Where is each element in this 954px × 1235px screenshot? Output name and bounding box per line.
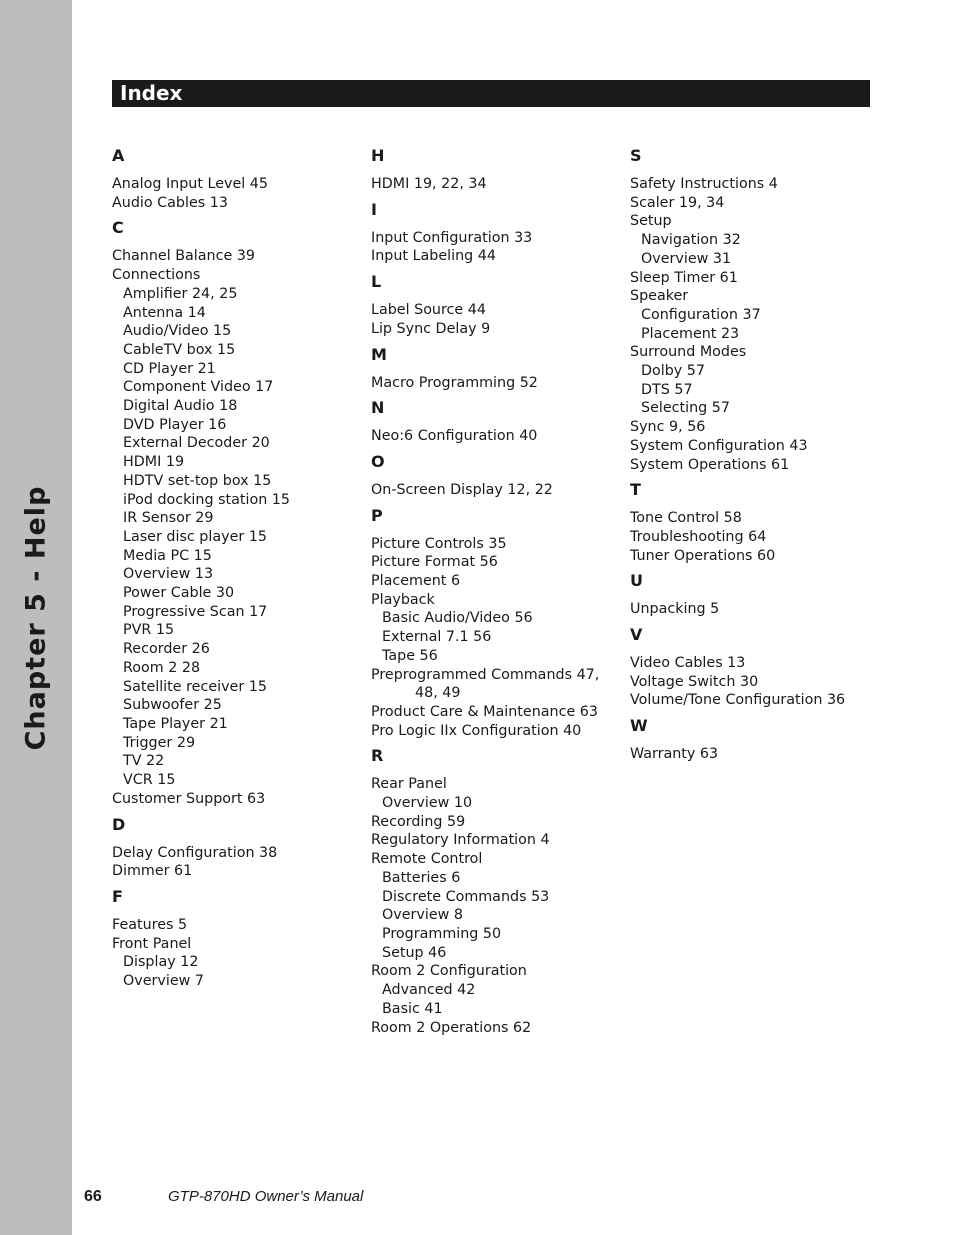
index-entry: Surround Modes [630, 344, 747, 361]
index-section [371, 145, 621, 194]
index-subentry: DTS 57 [641, 381, 693, 398]
index-section [371, 344, 621, 393]
index-entry: Sync 9, 56 [630, 419, 706, 436]
index-subentry: Setup 46 [382, 944, 447, 961]
index-subentry: Power Cable 30 [123, 585, 235, 602]
index-subentry: CableTV box 15 [123, 341, 236, 358]
index-entry: Safety Instructions 4 [630, 176, 778, 192]
section-letter: O [371, 451, 385, 471]
index-entry: Connections [112, 267, 201, 284]
index-section [112, 886, 362, 991]
index-entry: Label Source 44 [371, 302, 486, 319]
index-entry: System Configuration 43 [630, 437, 808, 454]
index-subentry: Navigation 32 [641, 232, 741, 249]
index-subentry: Audio/Video 15 [123, 323, 232, 340]
index-subentry: Programming 50 [382, 925, 502, 942]
index-entry: Troubleshooting 64 [630, 528, 767, 545]
index-entry: Product Care & Maintenance 63 [371, 703, 598, 720]
section-letter: D [112, 814, 126, 834]
index-entry: Picture Controls 35 [371, 535, 507, 552]
manual-title: GTP-870HD Owner’s Manual [168, 1188, 364, 1205]
index-entry: Picture Format 56 [371, 554, 498, 571]
index-subentry: Configuration 37 [641, 306, 761, 323]
index-subentry: Subwoofer 25 [123, 697, 222, 714]
index-entry: Neo:6 Configuration 40 [371, 428, 538, 445]
index-subentry: External 7.1 56 [382, 629, 492, 646]
index-entry: Regulatory Information 4 [371, 832, 550, 849]
index-section [630, 624, 880, 710]
index-entry: Pro Logic IIx Configuration 40 [371, 722, 582, 739]
index-subentry: Component Video 17 [123, 379, 274, 396]
index-entry: Front Panel [112, 935, 192, 952]
index-subentry: Tape 56 [382, 647, 438, 664]
index-subentry: HDTV set-top box 15 [123, 472, 272, 489]
index-entry: Placement 6 [371, 573, 461, 590]
index-column-1 [112, 143, 362, 991]
index-entry: Room 2 Configuration [371, 963, 527, 980]
index-entry: Volume/Tone Configuration 36 [630, 692, 846, 709]
index-subentry: Antenna 14 [123, 304, 206, 321]
index-entry: Scaler 19, 34 [630, 194, 725, 211]
page-title: Index [120, 81, 183, 105]
index-subentry: Selecting 57 [641, 400, 730, 417]
index-column-2 [371, 143, 621, 1037]
index-subentry: CD Player 21 [123, 360, 216, 377]
index-subentry: Display 12 [123, 954, 199, 971]
index-subentry: Placement 23 [641, 325, 740, 342]
index-subentry: PVR 15 [123, 622, 175, 639]
index-subentry: Basic Audio/Video 56 [382, 610, 533, 627]
index-entry: Unpacking 5 [630, 601, 720, 618]
index-subentry: Advanced 42 [382, 982, 476, 999]
page-number: 66 [84, 1188, 102, 1205]
index-entry: Analog Input Level 45 [112, 176, 268, 192]
index-section [371, 271, 621, 338]
index-section [630, 715, 880, 764]
index-column-3 [630, 143, 880, 764]
index-entry: Features 5 [112, 916, 188, 933]
section-letter: S [630, 146, 642, 165]
index-entry: Rear Panel [371, 776, 447, 793]
index-section [371, 397, 621, 446]
index-subentry: Overview 8 [382, 907, 463, 924]
index-subentry: iPod docking station 15 [123, 491, 291, 508]
index-section [112, 145, 362, 212]
section-letter: V [630, 625, 643, 645]
chapter-label: Chapter 5 - Help [20, 485, 52, 751]
index-entry: Macro Programming 52 [371, 374, 538, 391]
index-subentry: DVD Player 16 [123, 416, 227, 433]
index-entry: System Operations 61 [630, 456, 790, 473]
index-header-bar [112, 80, 870, 107]
section-letter: A [112, 146, 125, 165]
index-entry: Playback [371, 591, 435, 608]
index-subentry: Basic 41 [382, 1000, 443, 1017]
index-entry: Warranty 63 [630, 746, 719, 763]
index-entry: Audio Cables 13 [112, 194, 228, 211]
index-section [112, 217, 362, 808]
index-subentry: Digital Audio 18 [123, 398, 238, 415]
index-entry: Video Cables 13 [630, 655, 746, 672]
index-entry: Lip Sync Delay 9 [371, 320, 491, 337]
index-subentry: Overview 13 [123, 566, 214, 583]
index-entry: Dimmer 61 [112, 863, 193, 880]
index-subentry: External Decoder 20 [123, 435, 270, 452]
index-section [630, 570, 880, 619]
index-subentry: Recorder 26 [123, 641, 210, 658]
index-entry: Tone Control 58 [630, 510, 742, 527]
index-subentry: Dolby 57 [641, 363, 706, 380]
index-entry: Preprogrammed Commands 47, [371, 666, 600, 683]
section-letter: F [112, 886, 123, 906]
index-entry: Speaker [630, 288, 689, 305]
index-subentry: Room 2 28 [123, 659, 201, 676]
index-entry: Sleep Timer 61 [630, 269, 738, 286]
index-entry: Setup [630, 213, 672, 230]
index-entry: Input Labeling 44 [371, 248, 496, 265]
section-letter: N [371, 398, 385, 418]
index-entry: Delay Configuration 38 [112, 844, 278, 861]
section-letter: W [630, 716, 648, 736]
index-entry: Recording 59 [371, 813, 466, 830]
index-subentry: VCR 15 [123, 772, 176, 789]
index-entry: HDMI 19, 22, 34 [371, 176, 487, 192]
index-subentry: Laser disc player 15 [123, 528, 267, 545]
index-section [371, 199, 621, 266]
index-section [630, 479, 880, 565]
section-letter: I [371, 199, 377, 219]
index-entry: Tuner Operations 60 [630, 547, 776, 564]
section-letter: T [630, 480, 641, 500]
section-letter: R [371, 746, 384, 766]
index-entry: 48, 49 [415, 685, 461, 702]
index-subentry: Trigger 29 [123, 734, 196, 751]
section-letter: H [371, 146, 385, 165]
section-letter: C [112, 218, 124, 238]
section-letter: M [371, 344, 387, 364]
index-entry: Room 2 Operations 62 [371, 1019, 532, 1036]
index-entry: Input Configuration 33 [371, 229, 533, 246]
section-letter: L [371, 272, 382, 292]
index-entry: Channel Balance 39 [112, 248, 255, 265]
index-subentry: IR Sensor 29 [123, 510, 214, 527]
index-subentry: HDMI 19 [123, 454, 185, 471]
index-subentry: Discrete Commands 53 [382, 888, 550, 905]
index-entry: Customer Support 63 [112, 790, 266, 807]
index-subentry: Progressive Scan 17 [123, 603, 268, 620]
index-subentry: Overview 31 [641, 250, 732, 267]
index-section [630, 145, 880, 474]
section-letter: P [371, 505, 383, 525]
index-subentry: Satellite receiver 15 [123, 678, 267, 695]
index-subentry: Overview 10 [382, 795, 473, 812]
index-entry: On-Screen Display 12, 22 [371, 481, 553, 498]
index-subentry: TV 22 [123, 753, 165, 770]
index-section [371, 505, 621, 741]
index-subentry: Batteries 6 [382, 869, 461, 886]
index-entry: Voltage Switch 30 [630, 673, 759, 690]
index-section [371, 745, 621, 1037]
index-entry: Remote Control [371, 851, 483, 868]
index-subentry: Amplifier 24, 25 [123, 285, 238, 302]
index-subentry: Media PC 15 [123, 547, 212, 564]
index-subentry: Tape Player 21 [123, 715, 228, 732]
index-section [371, 451, 621, 500]
chapter-side-strip [0, 0, 72, 1235]
section-letter: U [630, 571, 643, 591]
index-subentry: Overview 7 [123, 973, 204, 990]
index-section [112, 814, 362, 881]
